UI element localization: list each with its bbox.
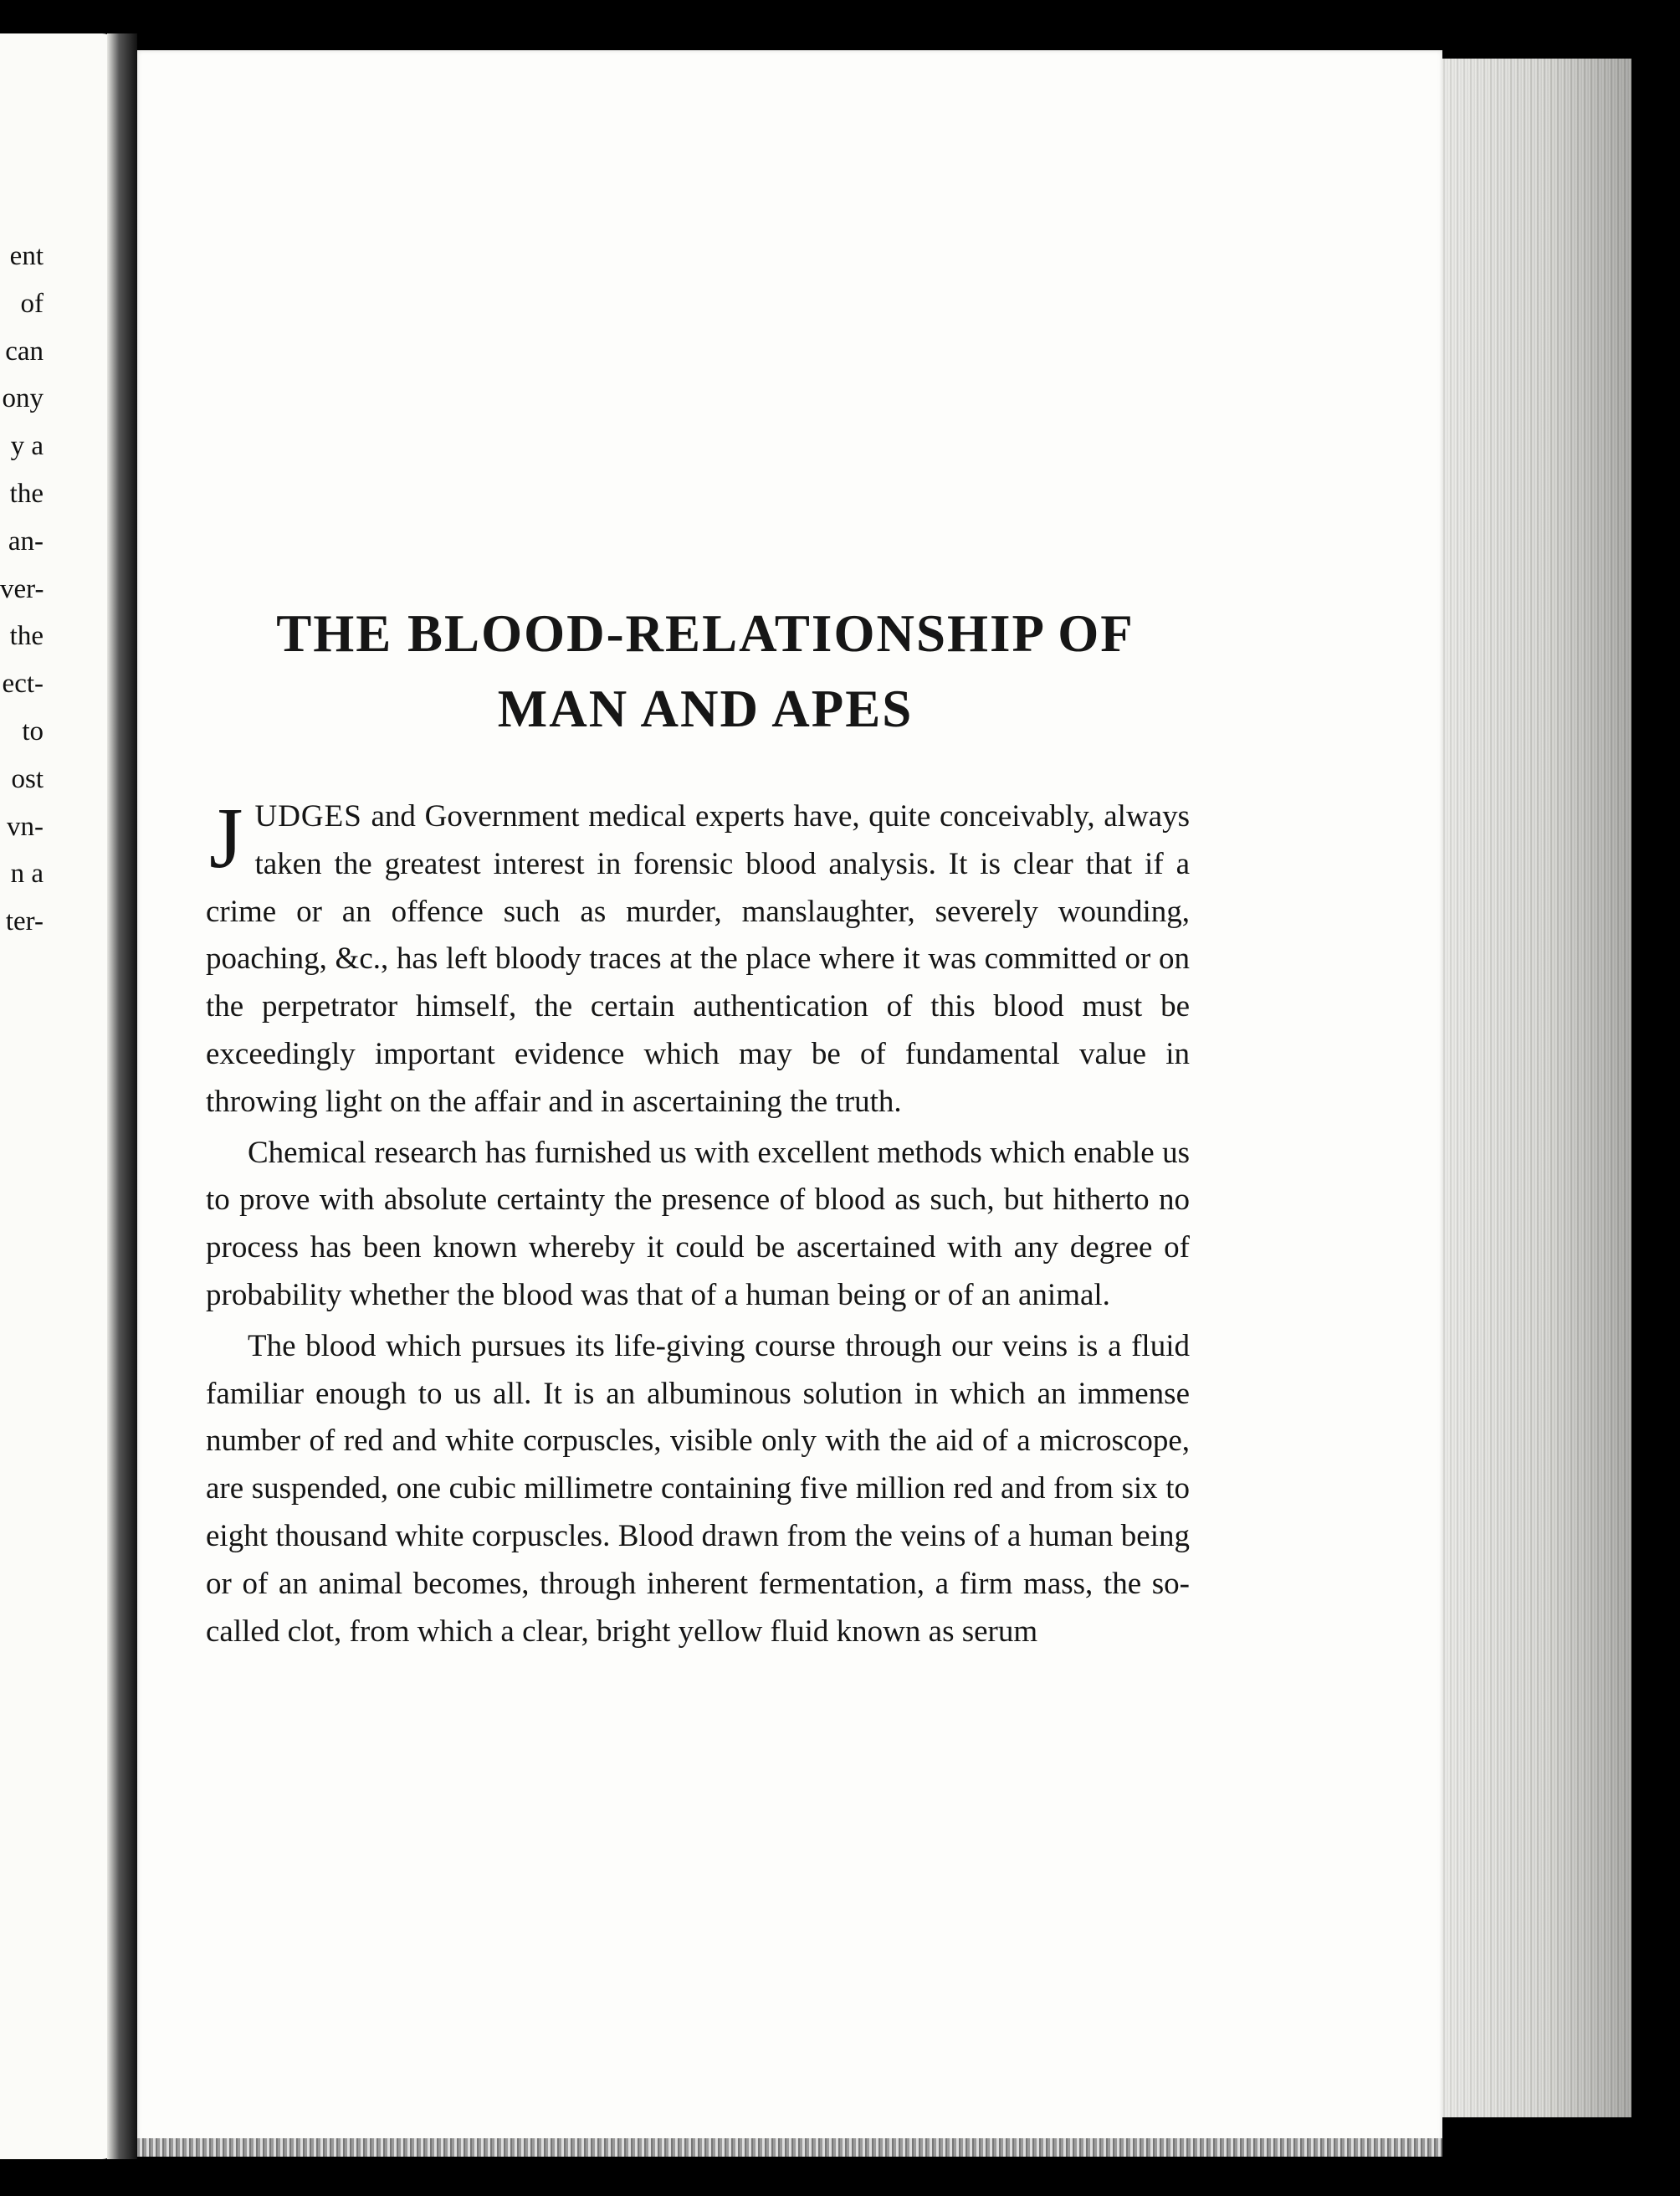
- chapter-body: [206, 790, 1190, 1655]
- fragment-line: the: [9, 478, 44, 509]
- drop-cap: J: [209, 790, 243, 886]
- fragment-line: ect-: [2, 669, 44, 700]
- fragment-line: ent: [9, 241, 44, 271]
- opening-small-caps: UDGES: [254, 799, 362, 834]
- fragment-line: can: [5, 336, 44, 367]
- fragment-line: ost: [11, 763, 44, 794]
- chapter-title-line-1: THE BLOOD-RELATIONSHIP OF: [276, 604, 1135, 663]
- fragment-line: ter-: [5, 906, 44, 937]
- page-bottom-edge: [137, 2138, 1442, 2157]
- fragment-line: n a: [10, 859, 44, 890]
- fragment-line: to: [22, 716, 44, 747]
- page-block-shading: [1414, 59, 1631, 2117]
- paragraph-3: The blood which pursues its life-giving course through our veins is a fluid familiar enough to us all. It is an albuminous solution in which an immense number of red and white corpuscles, visible only with the aid of a microscope, are suspended, one cubic millimetre containing five million red and from six to eight thousand white corpuscles. Blood drawn from the veins of a human being or of an animal becomes, through inherent fermentation, a firm mass, the so-called clot, from which a clear, bright yellow fluid known as serum: [206, 1328, 1190, 1649]
- paragraph-2: Chemical research has furnished us with excellent methods which enable us to prove with absolute certainty the presence of blood as such, but hitherto no process has been known whereby it could be ascertained with any degree of probability whether the blood was that of a human being or of an animal.: [206, 1135, 1190, 1312]
- paragraph-1-text: and Government medical experts have, quite conceivably, always taken the greatest interest in forensic blood analysis. It is clear that if a crime or an offence such as murder, manslaughter, severely wounding, poaching, &c., has left bloody traces at the place where it was committed or on the perpetrator himself, the certain authentication of this blood must be exceedingly important evidence which may be of fundamental value in throwing light on the affair and in ascertaining the truth.: [206, 799, 1190, 1119]
- fragment-line: y a: [10, 431, 44, 462]
- fragment-line: vn-: [7, 811, 44, 842]
- fragment-line: ver-: [0, 573, 44, 604]
- fragment-line: the: [9, 621, 44, 652]
- paragraph-1: [206, 790, 1190, 1126]
- fragment-line: an-: [8, 526, 44, 557]
- chapter-title: [207, 596, 1203, 747]
- fragment-line: of: [20, 288, 44, 319]
- facing-page-text-fragments: [0, 233, 44, 946]
- book-gutter: [107, 33, 137, 2159]
- chapter-title-line-2: MAN AND APES: [497, 680, 914, 738]
- fragment-line: ony: [2, 383, 44, 414]
